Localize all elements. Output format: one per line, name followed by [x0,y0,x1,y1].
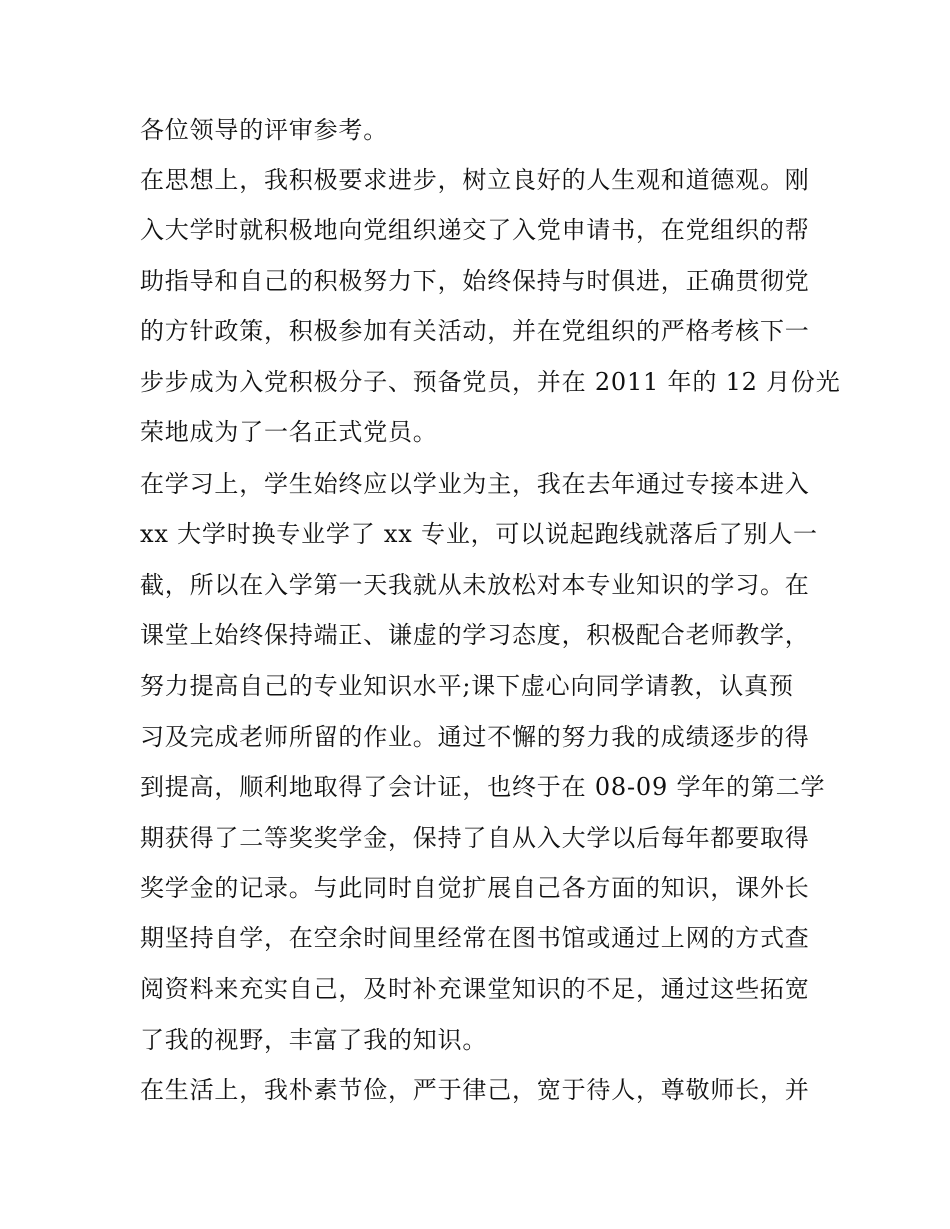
text-line: 各位领导的评审参考。 [140,116,388,144]
text-line: 阅资料来充实自己，及时补充课堂知识的不足，通过这些拓宽 [140,975,810,1003]
text-line: xx 大学时换专业学了 xx 专业，可以说起跑线就落后了别人一 [140,520,818,548]
text-line: 助指导和自己的积极努力下，始终保持与时俱进，正确贯彻党 [140,267,810,295]
text-line: 奖学金的记录。与此同时自觉扩展自己各方面的知识，课外长 [140,874,810,902]
text-line: 在思想上，我积极要求进步，树立良好的人生观和道德观。刚 [140,166,810,194]
text-line: 努力提高自己的专业知识水平;课下虚心向同学请教，认真预 [140,672,794,700]
text-line: 截，所以在入学第一天我就从未放松对本专业知识的学习。在 [140,571,810,599]
text-line: 了我的视野，丰富了我的知识。 [140,1026,488,1054]
text-line: 荣地成为了一名正式党员。 [140,418,438,446]
text-line: 入大学时就积极地向党组织递交了入党申请书，在党组织的帮 [140,216,810,244]
text-line: 课堂上始终保持端正、谦虚的学习态度，积极配合老师教学， [140,621,810,649]
text-line: 在学习上，学生始终应以学业为主，我在去年通过专接本进入 [140,470,810,498]
text-line: 在生活上，我朴素节俭，严于律己，宽于待人，尊敬师长，并 [140,1076,810,1104]
text-line: 的方针政策，积极参加有关活动，并在党组织的严格考核下一 [140,317,810,345]
text-line: 期坚持自学，在空余时间里经常在图书馆或通过上网的方式查 [140,924,810,952]
text-line: 步步成为入党积极分子、预备党员，并在 2011 年的 12 月份光 [140,368,841,396]
text-line: 习及完成老师所留的作业。通过不懈的努力我的成绩逐步的得 [140,723,810,751]
text-line: 期获得了二等奖奖学金，保持了自从入大学以后每年都要取得 [140,824,810,852]
text-line: 到提高，顺利地取得了会计证，也终于在 08-09 学年的第二学 [140,773,826,801]
